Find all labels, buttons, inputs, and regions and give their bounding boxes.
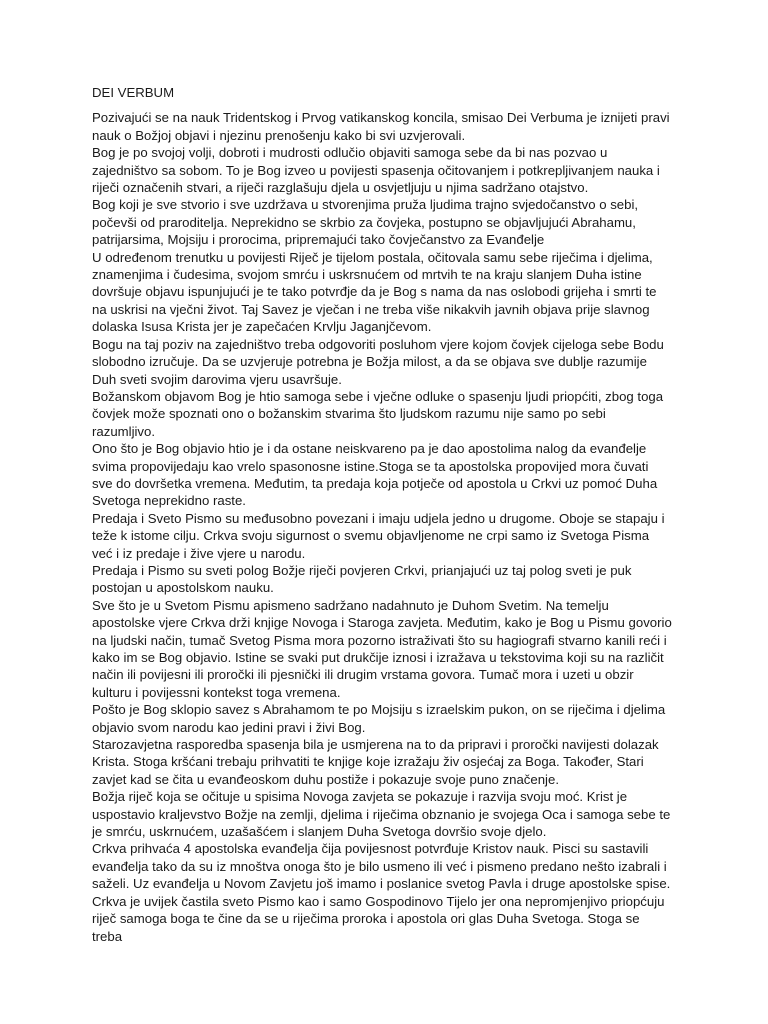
paragraph: Starozavjetna rasporedba spasenja bila je usmjerena na to da pripravi i proročki navijesti dolazak Krista. Stoga kršćani trebaju prihvatiti te knjige koje izražaju živ osjećaj za Boga. Također, Stari zavjet kad se čita u evanđeoskom duhu postiže i pokazuje svoje puno značenje. xyxy=(92,737,659,787)
paragraph: Bog koji je sve stvorio i sve uzdržava u stvorenjima pruža ljudima trajno svjedočanstvo o sebi, počevši od praroditelja. Neprekidno se skrbio za čovjeka, postupno se objavljujući Abrahamu, patrijarsima, Mojsiju i prorocima, pripremajući tako čovječanstvo za Evanđelje xyxy=(92,197,639,248)
paragraph: Pozivajući se na nauk Tridentskog i Prvog vatikanskog koncila, smisao Dei Verbuma je iznijeti pravi nauk o Božjoj objavi i njezinu prenošenju kako bi svi uzvjerovali. xyxy=(92,110,670,143)
paragraph: Predaja i Pismo su sveti polog Božje riječi povjeren Crkvi, prianjajući uz taj polog sveti je puk postojan u apostolskom nauku. xyxy=(92,562,632,596)
paragraph: Crkva prihvaća 4 apostolska evanđelja čija povijesnost potvrđuje Kristov nauk. Pisci su sastavili evanđelja tako da su iz mnoštva onoga što je bilo usmeno ili već i pismeno predano nešto izabrali i saželi. Uz evanđelja u Novom Zavjetu još imamo i poslanice svetog Pavla i druge apostolske spise. xyxy=(92,841,671,892)
paragraph: Ono što je Bog objavio htio je i da ostane neiskvareno pa je dao apostolima nalog da evanđelje svima propovijedaju kao vrelo spasonosne istine.Stoga se ta apostolska propovijed mora čuvati sve do dovršetka vremena. Međutim, ta predaja koja potječe od apostola u Crkvi uz pomoć Duha Svetoga neprekidno raste. xyxy=(92,441,658,509)
paragraph: Sve što je u Svetom Pismu apismeno sadržano nadahnuto je Duhom Svetim. Na temelju apostolske vjere Crkva drži knjige Novoga i Staroga zavjeta. Međutim, kako je Bog u Pismu govorio na ljudski način, tumač Svetog Pisma mora pozorno istraživati što su hagiografi stvarno kanili reći i kako im se Bog objavio. Istine se svaki put drukčije iznosi i izražava u tekstovima koji su na različit način ili povijesni ili proročki ili pjesnički ili drugim vrstama govora. Tumač mora i uzeti u obzir kulturu i povijessni kontekst toga vremena. xyxy=(92,597,672,700)
document-page xyxy=(92,84,672,945)
document-title: DEI VERBUM xyxy=(92,85,175,100)
paragraph: Božanskom objavom Bog je htio samoga sebe i vječne odluke o spasenju ljudi priopćiti, zbog toga čovjek može spoznati ono o božanskim stvarima što ljudskom razumu nije samo po sebi razumljivo. xyxy=(92,388,664,439)
paragraph: Bog je po svojoj volji, dobroti i mudrosti odlučio objaviti samoga sebe da bi nas pozvao u zajedništvo sa sobom. To je Bog izveo u povijesti spasenja očitovanjem i potkrepljivanjem nauka i riječi označenih stvari, a riječi razglašuju djela u osvjetljuju u njima sadržano otajstvo. xyxy=(92,145,660,196)
paragraph: Pošto je Bog sklopio savez s Abrahamom te po Mojsiju s izraelskim pukon, on se riječima i djelima objavio svom narodu kao jedini pravi i živi Bog. xyxy=(92,702,666,735)
paragraph: Bogu na taj poziv na zajedništvo treba odgovoriti posluhom vjere kojom čovjek cijeloga sebe Bodu slobodno izručuje. Da se uzvjeruje potrebna je Božja milost, a da se objava sve dublje razumije Duh sveti svojim darovima vjeru usavršuje. xyxy=(92,336,664,387)
paragraph: Božja riječ koja se očituje u spisima Novoga zavjeta se pokazuje i razvija svoju moć. Krist je uspostavio kraljevstvo Božje na zemlji, djelima i riječima obznanio je svojega Oca i samoga sebe te je smrću, uskrnućem, uzašašćem i slanjem Duha Svetoga dovršio svoje djelo. xyxy=(92,789,671,840)
paragraph: U određenom trenutku u povijesti Riječ je tijelom postala, očitovala samu sebe riječima i djelima, znamenjima i čudesima, svojom smrću i uskrsnućem od mrtvih te na kraju slanjem Duha istine dovršuje objavu ispunjujući je te tako potvrđje da je Bog s nama da nas oslobodi grijeha i smrti te na uskrisi na vječni život. Taj Savez je vječan i ne treba više nikakvih javnih objava prije slavnog dolaska Isusa Krista jer je zapečaćen Krvlju Jaganjčevom. xyxy=(92,249,657,335)
paragraph: Predaja i Sveto Pismo su međusobno povezani i imaju udjela jedno u drugome. Oboje se stapaju i teže k istome cilju. Crkva svoju sigurnost o svemu objavljenome ne crpi samo iz Svetoga Pisma već i iz predaje i žive vjere u narodu. xyxy=(92,510,665,561)
paragraph: Crkva je uvijek častila sveto Pismo kao i samo Gospodinovo Tijelo jer ona nepromjenjivo priopćuju riječ samoga boga te čine da se u riječima proroka i apostola ori glas Duha Svetoga. Stoga se treba xyxy=(92,893,665,944)
